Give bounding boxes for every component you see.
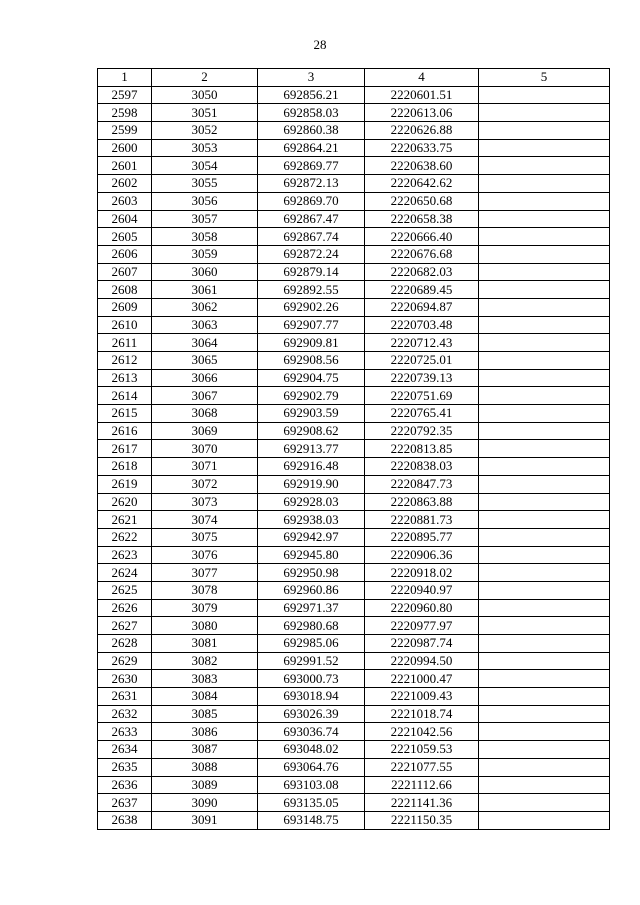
table-cell: 692903.59 [258, 405, 365, 423]
header-cell-2: 2 [152, 69, 258, 87]
table-row [98, 599, 610, 617]
table-row [98, 581, 610, 599]
table-cell: 693000.73 [258, 670, 365, 688]
table-cell: 2615 [98, 405, 152, 423]
table-cell: 692938.03 [258, 511, 365, 529]
table-cell: 2220847.73 [365, 475, 479, 493]
table-row [98, 298, 610, 316]
table-cell: 3070 [152, 440, 258, 458]
table-cell: 3050 [152, 86, 258, 104]
table-cell: 2630 [98, 670, 152, 688]
table-cell: 2597 [98, 86, 152, 104]
table-cell: 2606 [98, 245, 152, 263]
table-cell: 3073 [152, 493, 258, 511]
table-cell: 3067 [152, 387, 258, 405]
table-cell: 692919.90 [258, 475, 365, 493]
table-row [98, 758, 610, 776]
table-cell: 3075 [152, 528, 258, 546]
table-cell [479, 122, 610, 140]
table-row [98, 564, 610, 582]
table-cell: 693036.74 [258, 723, 365, 741]
table-cell [479, 581, 610, 599]
table-row [98, 493, 610, 511]
table-cell: 2636 [98, 776, 152, 794]
table-cell: 2220676.68 [365, 245, 479, 263]
table-row [98, 670, 610, 688]
table-cell: 2626 [98, 599, 152, 617]
table-cell: 2220633.75 [365, 139, 479, 157]
table-cell: 2221042.56 [365, 723, 479, 741]
table-cell: 692908.62 [258, 422, 365, 440]
header-cell-3: 3 [258, 69, 365, 87]
table-cell: 692916.48 [258, 458, 365, 476]
table-cell: 3061 [152, 281, 258, 299]
table-cell: 692872.13 [258, 175, 365, 193]
table-cell: 2220650.68 [365, 192, 479, 210]
table-cell: 2221018.74 [365, 705, 479, 723]
table-cell [479, 688, 610, 706]
table-cell: 3051 [152, 104, 258, 122]
table-cell: 2617 [98, 440, 152, 458]
table-row [98, 192, 610, 210]
page-number: 28 [313, 37, 327, 52]
table-cell: 2632 [98, 705, 152, 723]
table-row [98, 405, 610, 423]
table-row [98, 369, 610, 387]
table-cell: 693135.05 [258, 794, 365, 812]
table-cell [479, 564, 610, 582]
table-cell [479, 758, 610, 776]
table-cell: 3065 [152, 352, 258, 370]
table-cell: 692902.26 [258, 298, 365, 316]
table-cell: 2220881.73 [365, 511, 479, 529]
table-cell: 2220940.97 [365, 581, 479, 599]
table-cell [479, 475, 610, 493]
table-cell: 2604 [98, 210, 152, 228]
table-cell: 2609 [98, 298, 152, 316]
table-cell [479, 705, 610, 723]
table-cell: 3054 [152, 157, 258, 175]
table-cell: 2614 [98, 387, 152, 405]
table-cell: 2605 [98, 228, 152, 246]
table-cell: 3091 [152, 811, 258, 829]
table-cell: 2220987.74 [365, 635, 479, 653]
table-cell: 2612 [98, 352, 152, 370]
table-cell [479, 245, 610, 263]
table-cell: 3063 [152, 316, 258, 334]
table-row [98, 511, 610, 529]
table-row [98, 688, 610, 706]
table-cell: 692892.55 [258, 281, 365, 299]
table-cell: 2220977.97 [365, 617, 479, 635]
table-cell [479, 157, 610, 175]
table-cell [479, 741, 610, 759]
table-cell: 3055 [152, 175, 258, 193]
table-cell: 2602 [98, 175, 152, 193]
table-row [98, 281, 610, 299]
table-cell: 692980.68 [258, 617, 365, 635]
table-row [98, 528, 610, 546]
table-cell [479, 405, 610, 423]
table-cell [479, 316, 610, 334]
table-row [98, 86, 610, 104]
table-cell: 692869.77 [258, 157, 365, 175]
table-cell: 2621 [98, 511, 152, 529]
table-cell: 692902.79 [258, 387, 365, 405]
table-cell: 2221059.53 [365, 741, 479, 759]
coordinates-table [97, 68, 610, 830]
table-cell [479, 546, 610, 564]
table-cell: 2221009.43 [365, 688, 479, 706]
table-cell [479, 652, 610, 670]
table-row [98, 263, 610, 281]
table-cell: 692864.21 [258, 139, 365, 157]
table-cell: 3069 [152, 422, 258, 440]
table-cell: 2625 [98, 581, 152, 599]
table-cell: 692858.03 [258, 104, 365, 122]
table-row [98, 245, 610, 263]
table-cell: 692991.52 [258, 652, 365, 670]
table-cell [479, 387, 610, 405]
table-cell [479, 175, 610, 193]
table-cell: 2220994.50 [365, 652, 479, 670]
table-cell: 2627 [98, 617, 152, 635]
table-cell: 2613 [98, 369, 152, 387]
table-row [98, 334, 610, 352]
table-row [98, 723, 610, 741]
table-cell: 2220751.69 [365, 387, 479, 405]
table-cell: 3081 [152, 635, 258, 653]
table-cell [479, 617, 610, 635]
table-row [98, 210, 610, 228]
table-cell: 3058 [152, 228, 258, 246]
table-cell: 2220666.40 [365, 228, 479, 246]
table-row [98, 104, 610, 122]
table-cell: 3072 [152, 475, 258, 493]
table-cell: 2220694.87 [365, 298, 479, 316]
table-cell: 692960.86 [258, 581, 365, 599]
header-cell-4: 4 [365, 69, 479, 87]
table-cell [479, 86, 610, 104]
table-cell: 2629 [98, 652, 152, 670]
table-cell [479, 458, 610, 476]
table-cell: 2220638.60 [365, 157, 479, 175]
table-cell: 2635 [98, 758, 152, 776]
header-cell-1: 1 [98, 69, 152, 87]
table-cell [479, 776, 610, 794]
table-cell: 2220765.41 [365, 405, 479, 423]
table-cell [479, 440, 610, 458]
table-cell: 2624 [98, 564, 152, 582]
table-cell: 2220725.01 [365, 352, 479, 370]
table-row [98, 635, 610, 653]
table-cell: 2220689.45 [365, 281, 479, 299]
table-cell: 3079 [152, 599, 258, 617]
table-row [98, 157, 610, 175]
table-row [98, 705, 610, 723]
table-cell: 2220601.51 [365, 86, 479, 104]
table-cell [479, 511, 610, 529]
table-cell: 3077 [152, 564, 258, 582]
table-cell: 3074 [152, 511, 258, 529]
table-cell: 692879.14 [258, 263, 365, 281]
table-cell: 692856.21 [258, 86, 365, 104]
table-cell: 3076 [152, 546, 258, 564]
table-cell: 2628 [98, 635, 152, 653]
table-row [98, 794, 610, 812]
table-cell: 2220906.36 [365, 546, 479, 564]
table-row [98, 422, 610, 440]
table-cell: 2608 [98, 281, 152, 299]
table-body [98, 86, 610, 829]
table-cell: 2618 [98, 458, 152, 476]
table-cell [479, 334, 610, 352]
table-cell: 3060 [152, 263, 258, 281]
table-cell: 3084 [152, 688, 258, 706]
table-cell [479, 298, 610, 316]
table-cell: 2221112.66 [365, 776, 479, 794]
table-cell: 2220642.62 [365, 175, 479, 193]
table-row [98, 546, 610, 564]
table-cell: 692907.77 [258, 316, 365, 334]
table-cell [479, 599, 610, 617]
table-cell: 692909.81 [258, 334, 365, 352]
table-cell: 692869.70 [258, 192, 365, 210]
table-cell: 693103.08 [258, 776, 365, 794]
table-cell: 3078 [152, 581, 258, 599]
table-row [98, 741, 610, 759]
table-cell: 3085 [152, 705, 258, 723]
table-row [98, 475, 610, 493]
table-cell [479, 192, 610, 210]
table-cell [479, 528, 610, 546]
table-cell: 2221150.35 [365, 811, 479, 829]
table-cell: 2619 [98, 475, 152, 493]
table-cell: 2220739.13 [365, 369, 479, 387]
table-cell: 2220792.35 [365, 422, 479, 440]
table-cell: 692860.38 [258, 122, 365, 140]
table-cell: 2220658.38 [365, 210, 479, 228]
table-cell: 2616 [98, 422, 152, 440]
table-cell: 3064 [152, 334, 258, 352]
table-cell: 2221000.47 [365, 670, 479, 688]
table-row [98, 122, 610, 140]
table-cell [479, 104, 610, 122]
table-row [98, 228, 610, 246]
table-cell [479, 210, 610, 228]
table-cell: 2633 [98, 723, 152, 741]
table-cell: 693026.39 [258, 705, 365, 723]
table-cell: 692908.56 [258, 352, 365, 370]
table-row [98, 652, 610, 670]
table-header [98, 69, 610, 87]
table-cell [479, 352, 610, 370]
table-row [98, 440, 610, 458]
table-cell: 2220863.88 [365, 493, 479, 511]
table-cell: 3056 [152, 192, 258, 210]
table-cell: 2220712.43 [365, 334, 479, 352]
table-cell: 3086 [152, 723, 258, 741]
table-cell [479, 281, 610, 299]
table-cell: 2631 [98, 688, 152, 706]
table-row [98, 458, 610, 476]
table-cell: 3082 [152, 652, 258, 670]
table-cell: 2603 [98, 192, 152, 210]
table-cell: 2610 [98, 316, 152, 334]
table-cell: 2221077.55 [365, 758, 479, 776]
table-cell: 693148.75 [258, 811, 365, 829]
table-row [98, 352, 610, 370]
header-cell-5: 5 [479, 69, 610, 87]
table-cell: 2220895.77 [365, 528, 479, 546]
table-cell: 692971.37 [258, 599, 365, 617]
table-cell: 3062 [152, 298, 258, 316]
table-cell: 2623 [98, 546, 152, 564]
table-cell [479, 139, 610, 157]
table-cell: 2220626.88 [365, 122, 479, 140]
table-cell: 2220918.02 [365, 564, 479, 582]
table-cell: 692872.24 [258, 245, 365, 263]
table-cell: 3057 [152, 210, 258, 228]
table-cell: 2220613.06 [365, 104, 479, 122]
table-cell: 692867.47 [258, 210, 365, 228]
table-cell: 692950.98 [258, 564, 365, 582]
table-cell [479, 811, 610, 829]
table-cell: 3053 [152, 139, 258, 157]
table-row [98, 617, 610, 635]
table-cell [479, 493, 610, 511]
table-cell: 692867.74 [258, 228, 365, 246]
table-cell: 2220703.48 [365, 316, 479, 334]
table-cell [479, 670, 610, 688]
table-cell: 2220838.03 [365, 458, 479, 476]
table-cell: 2638 [98, 811, 152, 829]
table-cell: 692945.80 [258, 546, 365, 564]
table-cell: 2637 [98, 794, 152, 812]
table-cell: 3059 [152, 245, 258, 263]
table-cell [479, 723, 610, 741]
table-cell: 3087 [152, 741, 258, 759]
table-cell: 2220813.85 [365, 440, 479, 458]
table-cell: 692913.77 [258, 440, 365, 458]
table-cell: 3090 [152, 794, 258, 812]
table-cell: 2220960.80 [365, 599, 479, 617]
table-cell: 3080 [152, 617, 258, 635]
header-row [98, 69, 610, 87]
table-row [98, 387, 610, 405]
table-row [98, 776, 610, 794]
table-cell: 692904.75 [258, 369, 365, 387]
table-cell: 2220682.03 [365, 263, 479, 281]
table-cell: 3052 [152, 122, 258, 140]
table-cell: 2607 [98, 263, 152, 281]
table-cell: 693048.02 [258, 741, 365, 759]
table-cell: 2611 [98, 334, 152, 352]
table-cell: 2620 [98, 493, 152, 511]
table-cell [479, 422, 610, 440]
table-row [98, 175, 610, 193]
table-cell [479, 263, 610, 281]
table-cell: 692942.97 [258, 528, 365, 546]
table-row [98, 139, 610, 157]
table-cell: 3088 [152, 758, 258, 776]
table-cell: 3068 [152, 405, 258, 423]
table-cell: 2600 [98, 139, 152, 157]
table-cell: 3066 [152, 369, 258, 387]
table-row [98, 316, 610, 334]
table-cell: 693064.76 [258, 758, 365, 776]
table-cell: 2622 [98, 528, 152, 546]
table-row [98, 811, 610, 829]
table-cell: 3071 [152, 458, 258, 476]
table-cell: 2601 [98, 157, 152, 175]
table-cell: 2598 [98, 104, 152, 122]
table-cell [479, 794, 610, 812]
table-cell: 2221141.36 [365, 794, 479, 812]
table-cell: 3083 [152, 670, 258, 688]
table-cell: 692928.03 [258, 493, 365, 511]
table-cell: 693018.94 [258, 688, 365, 706]
table-cell [479, 228, 610, 246]
table-cell: 2634 [98, 741, 152, 759]
table-cell [479, 369, 610, 387]
table-cell [479, 635, 610, 653]
table-cell: 3089 [152, 776, 258, 794]
table-cell: 2599 [98, 122, 152, 140]
table-cell: 692985.06 [258, 635, 365, 653]
